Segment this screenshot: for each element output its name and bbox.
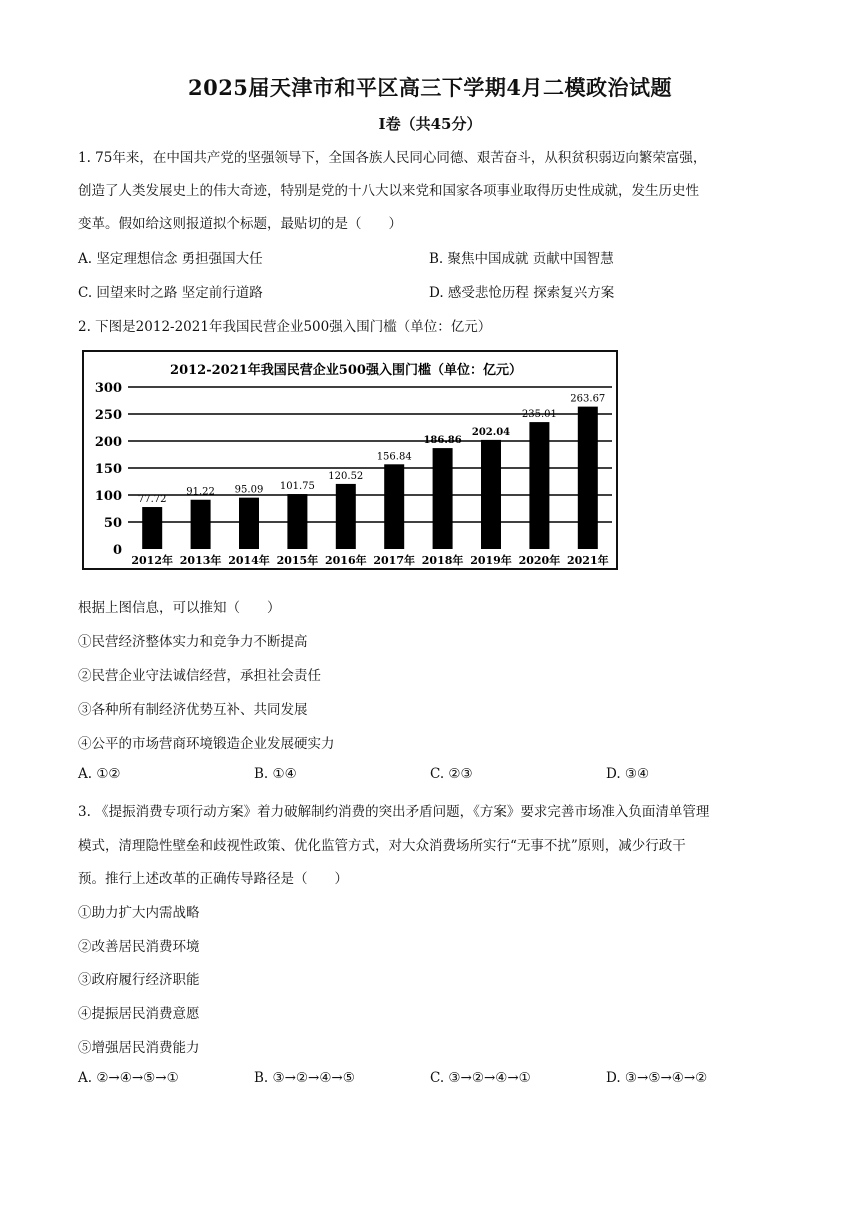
bar (336, 484, 356, 549)
bar (384, 464, 404, 549)
y-tick-label: 300 (94, 381, 122, 396)
q3-option-c[interactable]: C. ③→②→④→① (430, 1070, 531, 1086)
x-tick-label: 2013年 (179, 554, 222, 567)
data-label: 120.52 (328, 470, 364, 482)
bar (578, 407, 598, 549)
q2-option-d[interactable]: D. ③④ (606, 766, 650, 782)
y-tick-label: 0 (112, 543, 122, 558)
q2-item-3: ③各种所有制经济优势互补、共同发展 (78, 702, 308, 718)
q3-item-5: ⑤增强居民消费能力 (78, 1040, 200, 1056)
x-tick-label: 2012年 (131, 554, 174, 567)
bar (287, 494, 307, 549)
page-title: 2025届天津市和平区高三下学期4月二模政治试题 (187, 75, 673, 100)
q2-stem: 2. 下图是2012-2021年我国民营企业500强入围门槛（单位：亿元） (78, 319, 492, 335)
data-label: 186.86 (423, 435, 462, 447)
q1-stem-line-2: 创造了人类发展史上的伟大奇迹，特别是党的十八大以来党和国家各项事业取得历史性成就，发生历史性 (78, 183, 699, 199)
q2-item-4: ④公平的市场营商环境锻造企业发展硬实力 (78, 736, 335, 752)
chart-title: 2012-2021年我国民营企业500强入围门槛（单位：亿元） (170, 363, 522, 378)
data-label: 156.84 (376, 451, 412, 463)
q3-stem-line-1: 3. 《提振消费专项行动方案》着力破解制约消费的突出矛盾问题，《方案》要求完善市场准入负面清单管理 (78, 804, 710, 820)
bar (529, 422, 549, 549)
data-label: 91.22 (186, 486, 215, 498)
x-tick-label: 2014年 (228, 554, 270, 567)
q2-item-1: ①民营经济整体实力和竞争力不断提高 (78, 634, 308, 650)
x-tick-label: 2016年 (324, 554, 367, 567)
x-tick-label: 2019年 (470, 554, 512, 567)
bar-chart (82, 350, 618, 570)
y-tick-label: 150 (94, 462, 122, 477)
y-tick-label: 50 (103, 516, 122, 531)
q3-item-2: ②改善居民消费环境 (78, 939, 200, 955)
q1-option-b[interactable]: B. 聚焦中国成就 贡献中国智慧 (429, 251, 614, 267)
q3-option-b[interactable]: B. ③→②→④→⑤ (254, 1070, 355, 1086)
x-tick-label: 2020年 (518, 554, 561, 567)
q3-stem-line-3: 预。推行上述改革的正确传导路径是（ ） (78, 871, 348, 887)
x-tick-label: 2018年 (421, 554, 464, 567)
q3-option-a[interactable]: A. ②→④→⑤→① (78, 1070, 179, 1086)
section-heading: Ⅰ卷（共45分） (378, 115, 482, 133)
q2-lead: 根据上图信息，可以推知（ ） (78, 600, 281, 616)
x-tick-label: 2015年 (276, 554, 319, 567)
q3-item-3: ③政府履行经济职能 (78, 972, 200, 988)
bar (191, 500, 211, 549)
q1-option-d[interactable]: D. 感受悲怆历程 探索复兴方案 (429, 285, 615, 301)
q1-stem-line-3: 变革。假如给这则报道拟个标题，最贴切的是（ ） (78, 216, 402, 232)
y-tick-label: 100 (94, 489, 122, 504)
q3-item-4: ④提振居民消费意愿 (78, 1006, 200, 1022)
bar-chart-svg (84, 352, 616, 568)
q2-option-b[interactable]: B. ①④ (254, 766, 297, 782)
q3-option-d[interactable]: D. ③→⑤→④→② (606, 1070, 708, 1086)
bar (142, 507, 162, 549)
q3-stem-line-2: 模式，清理隐性壁垒和歧视性政策、优化监管方式，对大众消费场所实行“无事不扰”原则，减少行政干 (78, 838, 686, 854)
x-tick-label: 2017年 (373, 554, 416, 567)
q3-item-1: ①助力扩大内需战略 (78, 905, 200, 921)
y-tick-label: 250 (94, 408, 122, 423)
q2-option-c[interactable]: C. ②③ (430, 766, 473, 782)
q2-option-a[interactable]: A. ①② (78, 766, 121, 782)
q1-stem-line-1: 1. 75年来，在中国共产党的坚强领导下，全国各族人民同心同德、艰苦奋斗，从积贫积弱迈向繁荣富强， (78, 150, 707, 166)
q2-item-2: ②民营企业守法诚信经营，承担社会责任 (78, 668, 321, 684)
bar (481, 440, 501, 549)
data-label: 263.67 (570, 393, 606, 405)
data-label: 95.09 (234, 484, 264, 496)
y-tick-label: 200 (94, 435, 122, 450)
bar (433, 448, 453, 549)
q1-option-c[interactable]: C. 回望来时之路 坚定前行道路 (78, 285, 263, 301)
data-label: 101.75 (279, 481, 315, 493)
data-label: 202.04 (471, 426, 511, 438)
q1-option-a[interactable]: A. 坚定理想信念 勇担强国大任 (78, 251, 263, 267)
data-label: 77.72 (137, 494, 167, 506)
data-label: 235.01 (521, 409, 557, 421)
bar (239, 498, 259, 549)
x-tick-label: 2021年 (566, 554, 609, 567)
